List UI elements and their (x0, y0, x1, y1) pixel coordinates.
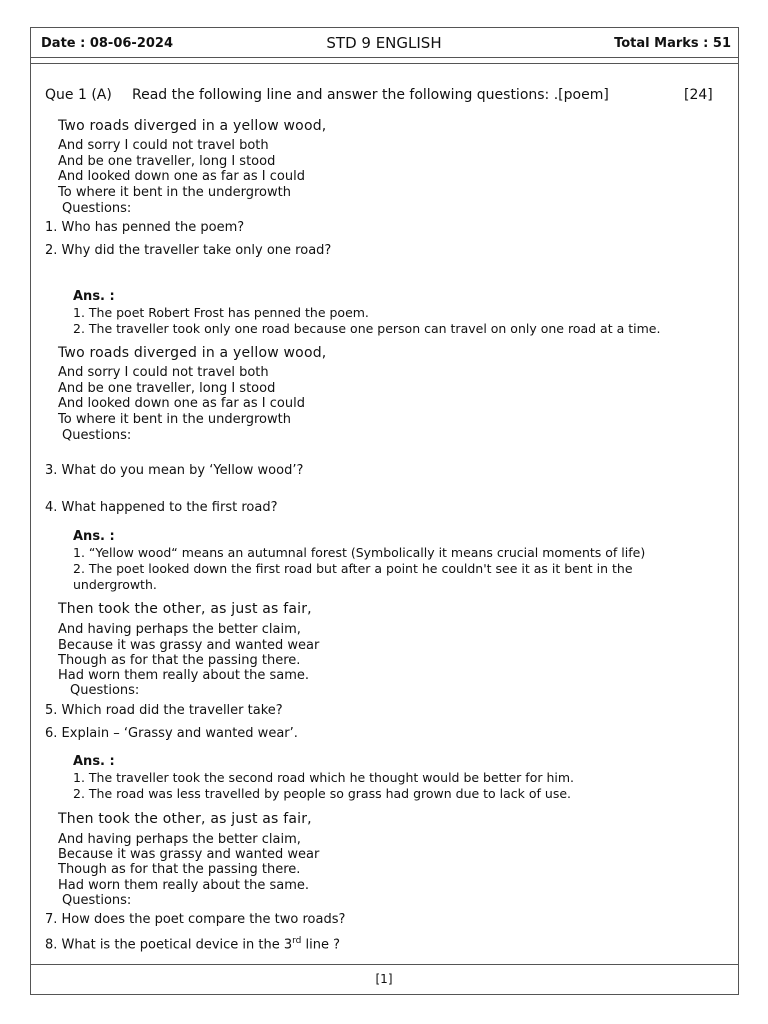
total-marks: Total Marks : 51 (614, 36, 731, 51)
questions-label: Questions: (62, 893, 132, 908)
header-divider-bottom (30, 63, 739, 64)
poem-line: Because it was grassy and wanted wear (58, 638, 320, 653)
question-item: 1. Who has penned the poem? (45, 220, 245, 235)
poem-line: And sorry I could not travel both (58, 365, 269, 380)
answer-item: 1. The traveller took the second road which he thought would be better for him. (73, 770, 574, 785)
question-item: 5. Which road did the traveller take? (45, 703, 283, 718)
poem-line: Because it was grassy and wanted wear (58, 847, 320, 862)
answer-item: 1. “Yellow wood“ means an autumnal forest (Symbolically it means crucial moments of life) (73, 545, 646, 560)
poem-first-line: Then took the other, as just as fair, (58, 601, 312, 617)
footer-divider (30, 964, 739, 965)
question-item: 7. How does the poet compare the two roads? (45, 912, 346, 927)
exam-title: STD 9 ENGLISH (326, 34, 442, 52)
question-marks: [24] (684, 87, 713, 103)
question-item: 6. Explain – ‘Grassy and wanted wear’. (45, 726, 298, 741)
poem-line: Had worn them really about the same. (58, 668, 310, 683)
poem-line: To where it bent in the undergrowth (58, 185, 291, 200)
poem-line: Had worn them really about the same. (58, 878, 310, 893)
poem-line: And having perhaps the better claim, (58, 622, 301, 637)
question-instruction: Read the following line and answer the following questions: .[poem] (132, 87, 609, 103)
poem-line: Though as for that the passing there. (58, 653, 301, 668)
poem-first-line: Then took the other, as just as fair, (58, 811, 312, 827)
answer-item: 1. The poet Robert Frost has penned the poem. (73, 305, 369, 320)
answer-label: Ans. : (73, 289, 115, 304)
poem-line: And looked down one as far as I could (58, 169, 305, 184)
question-number: Que 1 (A) (45, 87, 112, 103)
question-item: 2. Why did the traveller take only one road? (45, 243, 332, 258)
poem-line: And sorry I could not travel both (58, 138, 269, 153)
header-divider-top (30, 57, 739, 58)
poem-line: Though as for that the passing there. (58, 862, 301, 877)
question-text: line ? (301, 937, 341, 953)
exam-date: Date : 08-06-2024 (41, 36, 173, 51)
answer-item: 2. The road was less travelled by people so grass had grown due to lack of use. (73, 786, 572, 801)
questions-label: Questions: (62, 428, 132, 443)
question-item: 4. What happened to the first road? (45, 500, 278, 515)
question-item: 3. What do you mean by ‘Yellow wood’? (45, 463, 304, 478)
question-item-8 (45, 936, 340, 952)
poem-first-line: Two roads diverged in a yellow wood, (58, 345, 327, 361)
poem-line: And having perhaps the better claim, (58, 832, 301, 847)
poem-line: And be one traveller, long I stood (58, 381, 276, 396)
poem-line: And be one traveller, long I stood (58, 154, 276, 169)
answer-label: Ans. : (73, 529, 115, 544)
page-number: [1] (375, 972, 393, 986)
questions-label: Questions: (70, 683, 140, 698)
ordinal-superscript: rd (292, 936, 302, 946)
answer-item: 2. The traveller took only one road because one person can travel on only one road at a time. (73, 321, 661, 336)
answer-item: 2. The poet looked down the first road but after a point he couldn't see it as it bent in the (73, 561, 633, 576)
poem-line: And looked down one as far as I could (58, 396, 305, 411)
answer-item: undergrowth. (73, 577, 157, 592)
questions-label: Questions: (62, 201, 132, 216)
poem-first-line: Two roads diverged in a yellow wood, (58, 118, 327, 134)
answer-label: Ans. : (73, 754, 115, 769)
poem-line: To where it bent in the undergrowth (58, 412, 291, 427)
question-text: 8. What is the poetical device in the 3 (45, 937, 293, 953)
